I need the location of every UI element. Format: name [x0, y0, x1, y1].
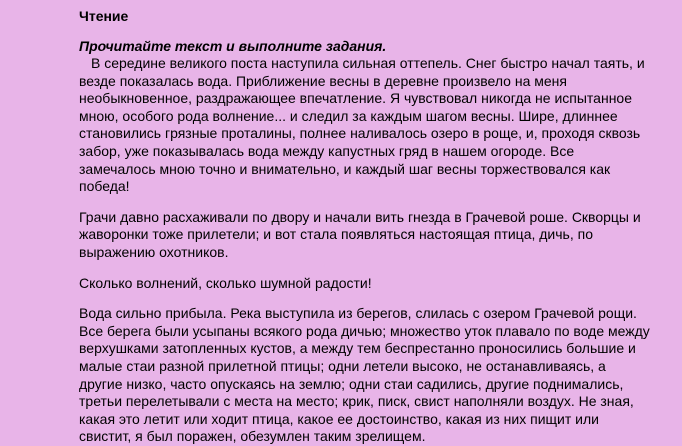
paragraph-1-text: В середине великого поста наступила сильная оттепель. Снег быстро начал таять, и везде показалась вода. Приближение весны в деревне произвело на меня необыкновенное, раздражающее впечатление. Я чувствовал никогда не испытанное мною, особого рода волнение... и следил за каждым шагом весны. Шире, длиннее становились грязные проталины, полнее наливалось озеро в роще, и, проходя сквозь забор, уже показывалась вода между капустных гряд в нашем огороде. Все замечалось мною точно и внимательно, и каждый шаг весны торжествовался как победа!: [79, 55, 645, 195]
paragraph-1: [79, 55, 652, 196]
paragraph-3: Сколько волнений, сколько шумной радости!: [79, 274, 372, 291]
task-instruction: Прочитайте текст и выполните задания.: [79, 38, 387, 54]
paragraph-4: Вода сильно прибыла. Река выступила из берегов, слилась с озером Грачевой рощи. Все берега были усыпаны всякого рода дичью; множество уток плавало по воде между верхушками затопленных кустов, а между тем беспрестанно проносились большие и малые стаи разной прилетной птицы; одни летели высоко, не останавливаясь, а другие низко, часто опускаясь на землю; одни стаи садились, другие поднимались, третьи перелетывали с места на место; крик, писк, свист наполняли воздух. Не зная, какая это летит или ходит птица, какое ее достоинство, какая из них пищит или свистит, я был поражен, обезумлен таким зрелищем.: [79, 305, 650, 445]
section-heading: Чтение: [79, 8, 129, 24]
paragraph-2: Грачи давно расхаживали по двору и начали вить гнезда в Грачевой роше. Скворцы и жаворонки тоже прилетели; и вот стала появляться настоящая птица, дичь, по выражению охотников.: [79, 208, 641, 260]
